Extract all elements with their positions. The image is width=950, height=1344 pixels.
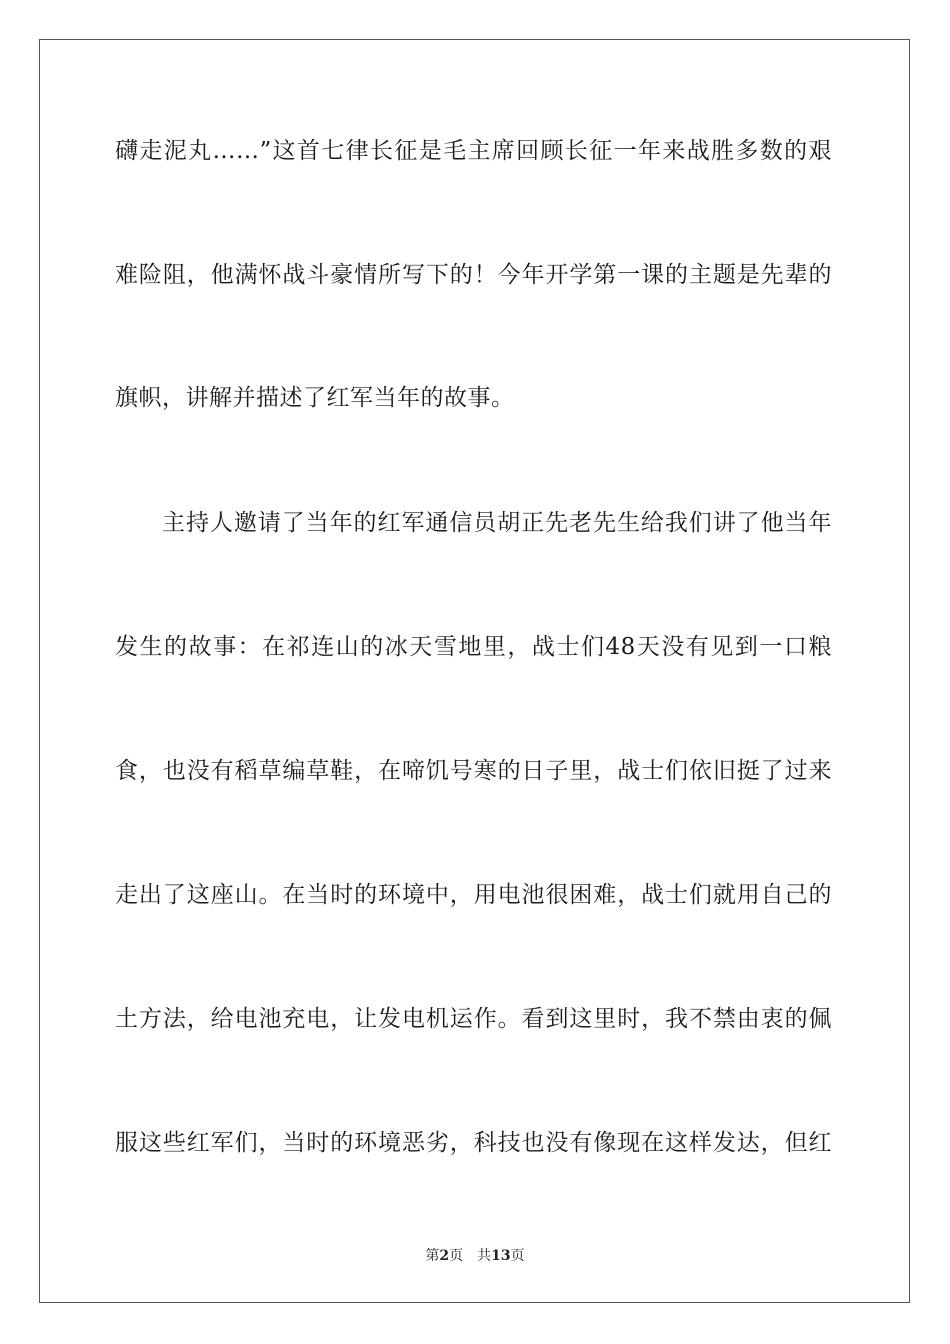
page-label-suffix: 页 [449,1248,464,1264]
page-footer [0,1246,950,1266]
body-text-line-8: 土方法，给电池充电，让发电机运作。看到这里时，我不禁由衷的佩 [115,1006,832,1032]
total-label-prefix: 共 [477,1248,492,1264]
body-text-line-4: 主持人邀请了当年的红军通信员胡正先老先生给我们讲了他当年 [162,510,832,536]
body-text-line-2: 难险阻，他满怀战斗豪情所写下的！今年开学第一课的主题是先辈的 [115,262,832,288]
total-label-suffix: 页 [510,1248,525,1264]
page-number: 2 [439,1248,450,1264]
total-pages: 13 [491,1248,511,1264]
body-text-line-1: 礴走泥丸……”这首七律长征是毛主席回顾长征一年来战胜多数的艰 [115,138,832,164]
body-text-line-7: 走出了这座山。在当时的环境中，用电池很困难，战士们就用自己的 [115,882,832,908]
body-text-line-6: 食，也没有稻草编草鞋，在啼饥号寒的日子里，战士们依旧挺了过来 [115,758,832,784]
page-label-prefix: 第 [425,1248,440,1264]
body-text-line-3: 旗帜，讲解并描述了红军当年的故事。 [115,385,515,411]
body-text-line-9: 服这些红军们，当时的环境恶劣，科技也没有像现在这样发达，但红 [115,1130,832,1156]
page-border [39,39,910,1303]
body-text-line-5: 发生的故事：在祁连山的冰天雪地里，战士们48天没有见到一口粮 [115,634,832,660]
